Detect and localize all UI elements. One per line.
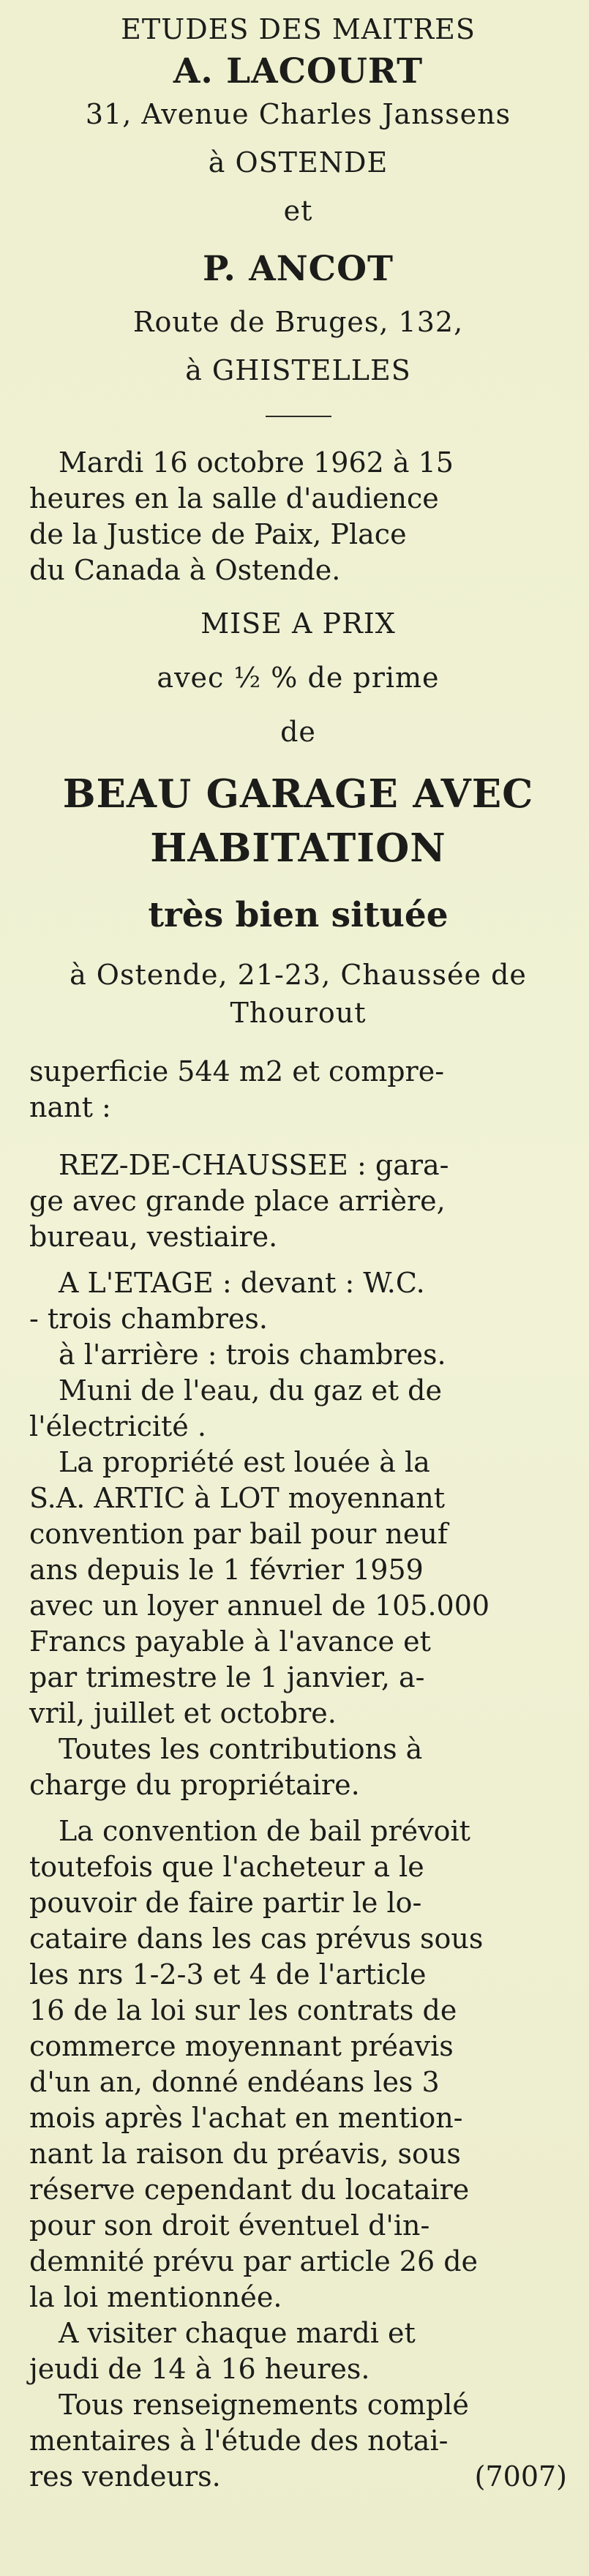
bail-line: La convention de bail prévoit bbox=[59, 1815, 470, 1847]
bail-line: pour son droit éventuel d'in- bbox=[29, 2209, 430, 2242]
rdc-paragraph bbox=[29, 1147, 567, 1255]
bail-line: 16 de la loi sur les contrats de bbox=[29, 1994, 457, 2026]
notary2-city: à GHISTELLES bbox=[185, 354, 411, 386]
bail-paragraph bbox=[29, 1813, 567, 2315]
etage-line: avec un loyer annuel de 105.000 bbox=[29, 1590, 490, 1622]
etage-line: La propriété est louée à la bbox=[59, 1446, 430, 1478]
notary1-city: à OSTENDE bbox=[208, 146, 389, 179]
prime-text: avec ½ % de prime bbox=[157, 662, 440, 694]
property-location-line1: à Ostende, 21-23, Chaussée de bbox=[70, 959, 527, 991]
info-line: mentaires à l'étude des notai- bbox=[29, 2425, 449, 2457]
etage-line: S.A. ARTIC à LOT moyennant bbox=[29, 1482, 446, 1514]
bail-line: cataire dans les cas prévus sous bbox=[29, 1922, 484, 1955]
property-title-line1: BEAU GARAGE AVEC bbox=[62, 771, 534, 817]
sale-date-line: de la Justice de Paix, Place bbox=[29, 518, 407, 550]
bail-line: d'un an, donné endéans les 3 bbox=[29, 2066, 440, 2098]
final-line bbox=[29, 2459, 567, 2495]
visit-line: A visiter chaque mardi et bbox=[59, 2317, 416, 2349]
bail-line: commerce moyennant préavis bbox=[29, 2030, 454, 2062]
etage-line: A L'ETAGE : devant : W.C. bbox=[59, 1267, 425, 1299]
bail-line: les nrs 1-2-3 et 4 de l'article bbox=[29, 1958, 427, 1991]
sale-date-paragraph bbox=[29, 445, 567, 588]
notary2-name: P. ANCOT bbox=[202, 249, 394, 289]
etage-line: charge du propriétaire. bbox=[29, 1769, 360, 1801]
etage-line: l'électricité . bbox=[29, 1410, 206, 1442]
info-line: Tous renseignements complé bbox=[59, 2389, 469, 2421]
conjunction: et bbox=[283, 195, 313, 227]
rdc-line: bureau, vestiaire. bbox=[29, 1221, 278, 1253]
etage-paragraph bbox=[29, 1265, 567, 1803]
bail-line: la loi mentionnée. bbox=[29, 2281, 282, 2313]
notary1-address: 31, Avenue Charles Janssens bbox=[85, 98, 511, 130]
etage-line: à l'arrière : trois chambres. bbox=[59, 1338, 446, 1371]
surface-line: superficie 544 m2 et compre- bbox=[29, 1055, 445, 1087]
bail-line: pouvoir de faire partir le lo- bbox=[29, 1887, 422, 1919]
surface-paragraph bbox=[29, 1054, 567, 1126]
visit-paragraph bbox=[29, 2315, 567, 2387]
info-paragraph bbox=[29, 2387, 567, 2495]
notary1-name: A. LACOURT bbox=[173, 51, 424, 91]
etage-line: Francs payable à l'avance et bbox=[29, 1625, 431, 1658]
etage-line: vril, juillet et octobre. bbox=[29, 1697, 337, 1729]
etage-line: convention par bail pour neuf bbox=[29, 1518, 448, 1550]
sale-date-line: heures en la salle d'audience bbox=[29, 482, 439, 514]
property-subtitle: très bien située bbox=[148, 895, 449, 935]
de-text: de bbox=[280, 716, 316, 748]
sale-date-line: Mardi 16 octobre 1962 à 15 bbox=[59, 446, 454, 479]
etage-line: Toutes les contributions à bbox=[59, 1733, 423, 1765]
rdc-line: REZ-DE-CHAUSSEE : gara- bbox=[59, 1149, 449, 1181]
property-title-line2: HABITATION bbox=[150, 825, 446, 871]
final-line-text: res vendeurs. bbox=[29, 2460, 221, 2493]
etage-line: ans depuis le 1 février 1959 bbox=[29, 1554, 424, 1586]
mise-a-prix: MISE A PRIX bbox=[200, 607, 396, 640]
header-title: ETUDES DES MAITRES bbox=[121, 13, 476, 45]
visit-line: jeudi de 14 à 16 heures. bbox=[29, 2353, 370, 2385]
rdc-line: ge avec grande place arrière, bbox=[29, 1185, 446, 1217]
etage-line: par trimestre le 1 janvier, a- bbox=[29, 1661, 425, 1693]
property-location-line2: Thourout bbox=[230, 997, 367, 1029]
etage-line: Muni de l'eau, du gaz et de bbox=[59, 1374, 442, 1407]
separator-rule bbox=[266, 416, 331, 417]
etage-line: - trois chambres. bbox=[29, 1303, 268, 1335]
bail-line: mois après l'achat en mention- bbox=[29, 2102, 463, 2134]
bail-line: nant la raison du préavis, sous bbox=[29, 2138, 461, 2170]
bail-line: réserve cependant du locataire bbox=[29, 2174, 470, 2206]
notary2-address: Route de Bruges, 132, bbox=[132, 306, 464, 338]
bail-line: demnité prévu par article 26 de bbox=[29, 2245, 479, 2277]
surface-line: nant : bbox=[29, 1091, 111, 1123]
reference-number: (7007) bbox=[474, 2460, 567, 2493]
bail-line: toutefois que l'acheteur a le bbox=[29, 1851, 424, 1883]
sale-date-line: du Canada à Ostende. bbox=[29, 554, 341, 586]
